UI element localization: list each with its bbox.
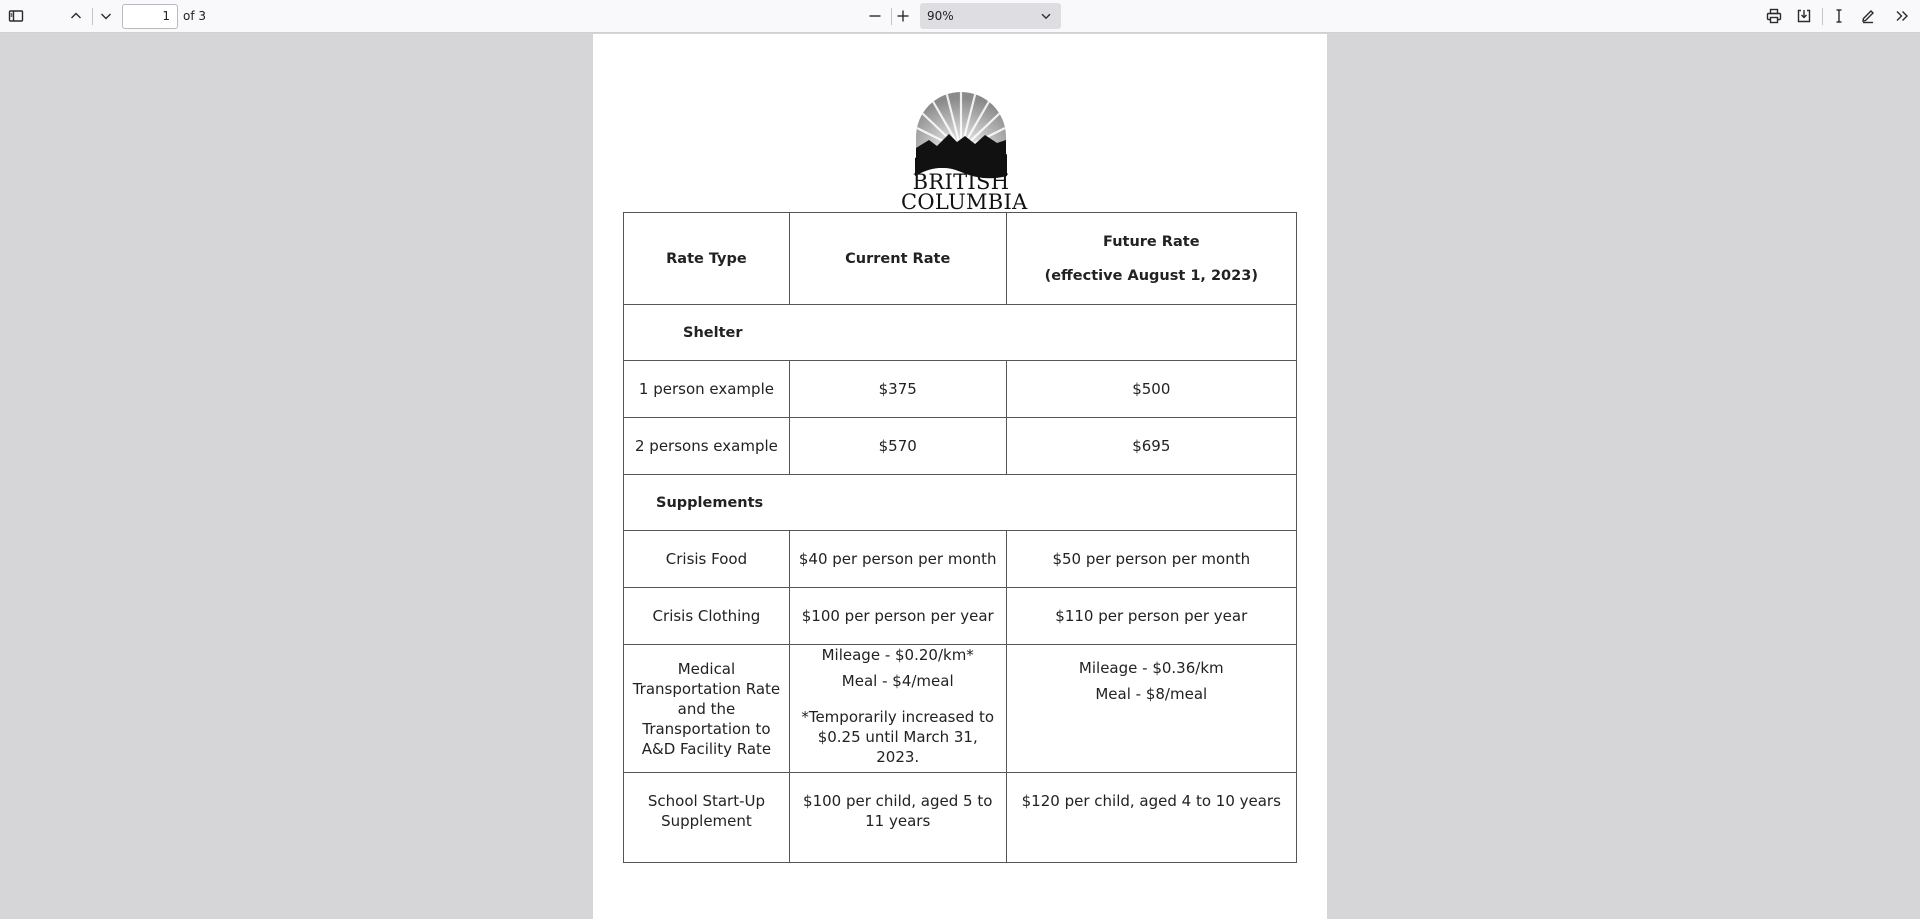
- next-page-button[interactable]: [94, 4, 118, 28]
- logo-text-british: BRITISH: [912, 170, 1010, 194]
- future-rate-cell: $695: [1006, 418, 1296, 475]
- current-rate-cell: $100 per person per year: [789, 588, 1006, 645]
- bc-government-logo: [901, 72, 1028, 216]
- future-rate-cell: $50 per person per month: [1006, 531, 1296, 588]
- future-rate-cell: [1006, 645, 1296, 773]
- current-mileage: Mileage - $0.20/km*: [821, 645, 974, 664]
- future-rate-cell: $500: [1006, 361, 1296, 418]
- zoom-select[interactable]: [920, 3, 1061, 29]
- current-meal: Meal - $4/meal: [841, 671, 954, 690]
- bc-sunburst-mountains-emblem: [901, 72, 1021, 184]
- print-button[interactable]: [1762, 4, 1786, 28]
- chevron-down-icon: [1039, 3, 1053, 32]
- section-label-supplements: Supplements: [624, 475, 1297, 531]
- text-select-button[interactable]: [1827, 4, 1851, 28]
- page-count-label: of 3: [183, 9, 207, 23]
- rate-type-cell: Crisis Food: [624, 531, 790, 588]
- table-row: [624, 361, 1297, 418]
- header-future-rate-effective: (effective August 1, 2023): [1044, 267, 1258, 284]
- rate-type-cell: 2 persons example: [624, 418, 790, 475]
- current-rate-cell: $40 per person per month: [789, 531, 1006, 588]
- header-future-rate: [1006, 213, 1296, 305]
- header-future-rate-title: Future Rate: [1103, 233, 1200, 250]
- section-row-shelter: [624, 305, 1297, 361]
- current-temporary-note: *Temporarily increased to $0.25 until March 31, 2023.: [801, 707, 995, 766]
- header-current-rate: Current Rate: [789, 213, 1006, 305]
- rate-type-cell: School Start-Up Supplement: [624, 773, 790, 863]
- plus-icon: [895, 8, 911, 24]
- print-icon: [1766, 8, 1782, 24]
- page-number-input[interactable]: 1: [122, 4, 178, 29]
- current-rate-cell: $375: [789, 361, 1006, 418]
- chevron-down-icon: [98, 8, 114, 24]
- table-row: [624, 588, 1297, 645]
- zoom-out-button[interactable]: [863, 4, 887, 28]
- future-meal: Meal - $8/meal: [1095, 685, 1208, 703]
- minus-icon: [867, 8, 883, 24]
- table-row: [624, 773, 1297, 863]
- chevron-up-icon: [68, 8, 84, 24]
- future-rate-cell: $110 per person per year: [1006, 588, 1296, 645]
- more-tools-button[interactable]: [1890, 4, 1914, 28]
- double-chevron-right-icon: [1894, 8, 1910, 24]
- section-row-supplements: [624, 475, 1297, 531]
- table-row: [624, 645, 1297, 773]
- save-icon: [1796, 8, 1812, 24]
- table-row: [624, 418, 1297, 475]
- current-rate-cell: $100 per child, aged 5 to 11 years: [789, 773, 1006, 863]
- current-rate-cell: [789, 645, 1006, 773]
- rate-type-cell: Crisis Clothing: [624, 588, 790, 645]
- sidebar-toggle-icon[interactable]: [4, 4, 28, 28]
- zoom-value: 90%: [927, 9, 954, 23]
- previous-page-button[interactable]: [64, 4, 88, 28]
- pdf-page: [593, 34, 1327, 919]
- future-mileage: Mileage - $0.36/km: [1078, 659, 1224, 677]
- save-button[interactable]: [1792, 4, 1816, 28]
- current-rate-cell: $570: [789, 418, 1006, 475]
- table-header-row: [624, 213, 1297, 305]
- section-label-shelter: Shelter: [624, 305, 1297, 361]
- pen-icon: [1860, 8, 1876, 24]
- pdf-toolbar: [0, 0, 1920, 33]
- toolbar-divider: [92, 8, 93, 25]
- draw-button[interactable]: [1856, 4, 1880, 28]
- toolbar-divider: [1822, 8, 1823, 25]
- logo-text-columbia: COLUMBIA: [901, 190, 1028, 214]
- future-rate-cell: $120 per child, aged 4 to 10 years: [1006, 773, 1296, 863]
- rate-type-cell: Medical Transportation Rate and the Transportation to A&D Facility Rate: [624, 645, 790, 773]
- rate-type-cell: 1 person example: [624, 361, 790, 418]
- text-cursor-icon: [1831, 8, 1847, 24]
- header-rate-type: Rate Type: [624, 213, 790, 305]
- rates-table: [623, 212, 1297, 863]
- table-row: [624, 531, 1297, 588]
- zoom-in-button[interactable]: [891, 4, 915, 28]
